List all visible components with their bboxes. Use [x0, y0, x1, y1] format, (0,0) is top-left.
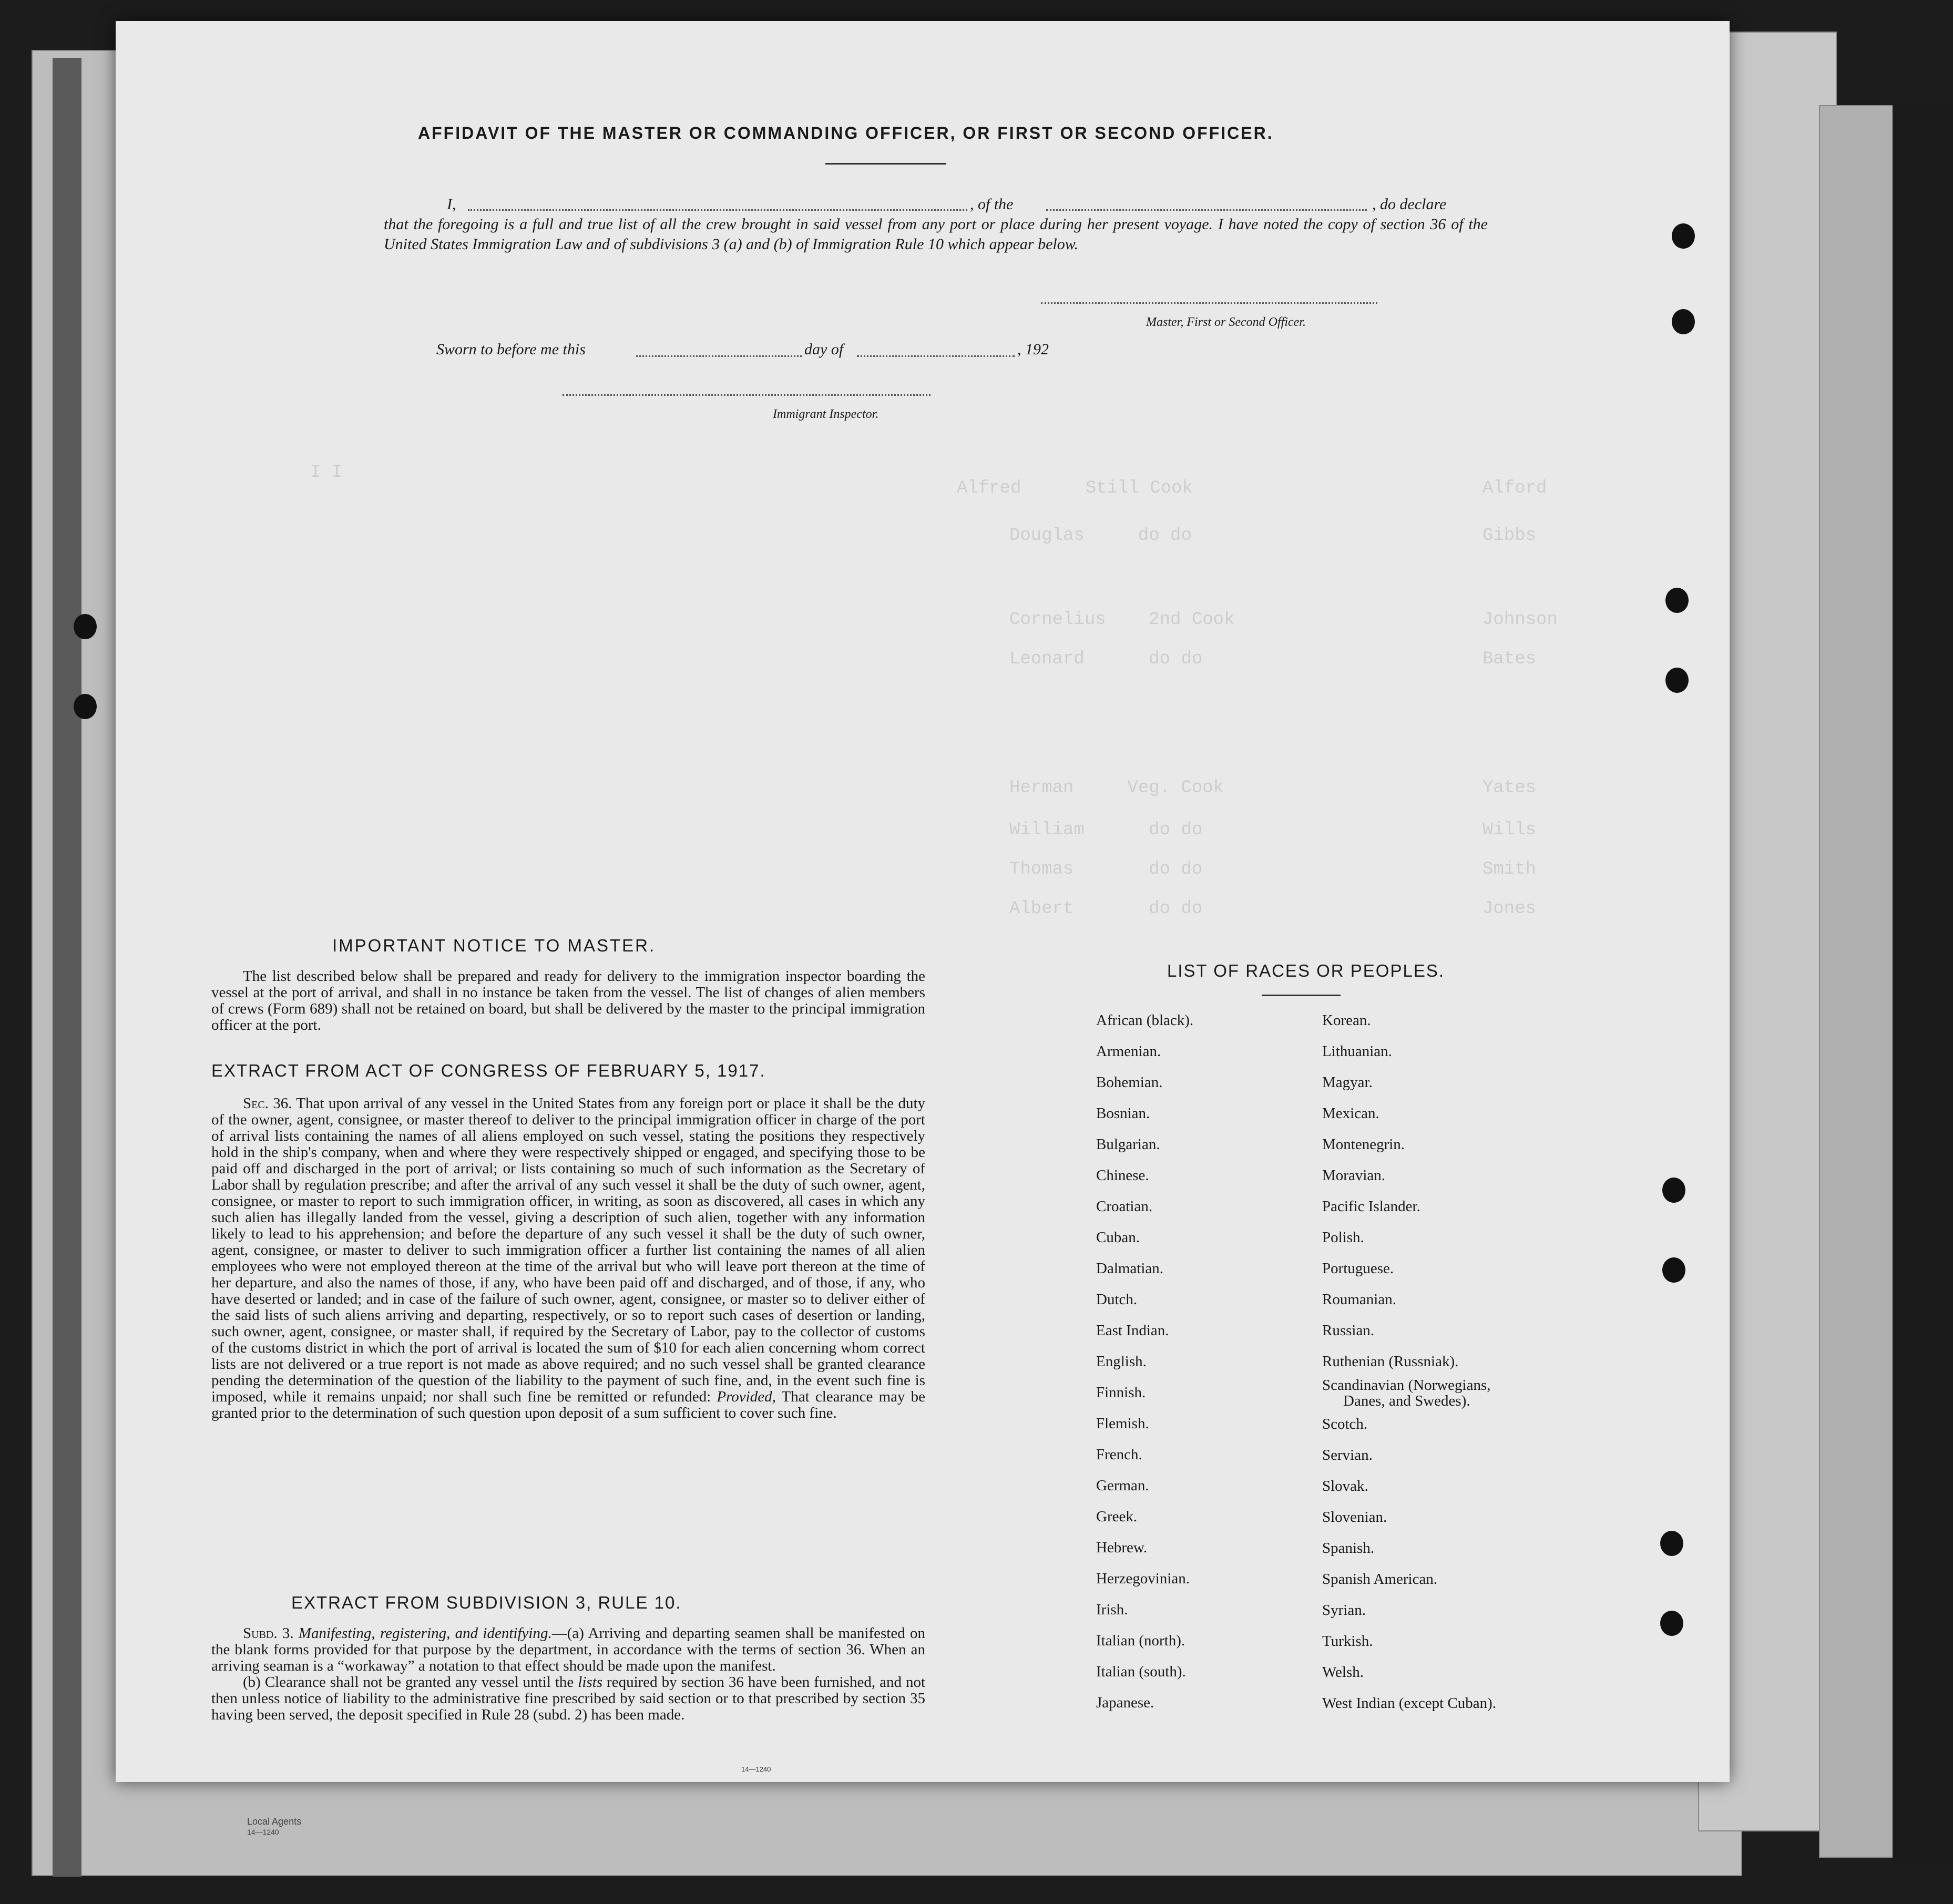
race-item: Italian (north). [1096, 1632, 1185, 1649]
subd-para-b-start: (b) Clearance shall not be granted any vessel until the [243, 1674, 574, 1691]
section-36-text: That upon arrival of any vessel in the United States from any foreign port or place it shall be the duty of the owner, agent, consignee, or master thereof to deliver to the principal immigration officer in charge of the port of arrival lists containing the names of all aliens employed on such vessel, stating the positions they respectively hold in the ship's company, when and where they were respectively shipped or engaged, and specifying those to be paid off and discharged in the port of arrival; or lists containing so much of such information as the Secretary of Labor shall by regulation prescribe; and after the arrival of any such vessel it shall be the duty of such owner, agent, consignee, or master to report to such immigration officer, in writing, as soon as discovered, all cases in which any such alien has illegally landed from the vessel, giving a description of such alien, together with any information likely to lead to his apprehension; and before the departure of any such vessel it shall be the duty of such owner, agent, consignee, or master to deliver to such immigration officer a further list containing the names of all alien employees who were not employed thereon at the time of the arrival but who will leave port thereon at the time of her departure, and also the names of those, if any, who have been paid off and discharged, and of those, if any, who have deserted or landed; and in case of the failure of such owner, agent, consignee, or master so to deliver either of the said lists of such aliens arriving and departing, respectively, or so to report such cases of desertion or landing, such owner, agent, consignee, or master shall, if required by the Secretary of Labor, pay to the collector of customs of the customs district in which the port of arrival is located the sum of $10 for each alien concerning whom correct lists are not delivered or a true report is not made as above required; and no such vessel shall be granted clearance pending the determination of the question of the liability to the payment of such fine, and, in the event such fine is imposed, while it remains unpaid; nor shall such fine be remitted or refunded: [211, 1095, 925, 1405]
races-title: LIST OF RACES OR PEOPLES. [1167, 961, 1445, 980]
race-item: German. [1096, 1477, 1149, 1494]
affidavit-name-blank[interactable] [468, 197, 967, 211]
race-item: Irish. [1096, 1601, 1128, 1618]
race-item: Turkish. [1322, 1633, 1373, 1650]
race-item: Roumanian. [1322, 1291, 1396, 1308]
race-item: Hebrew. [1096, 1539, 1148, 1556]
right-dark-strip [1893, 105, 1953, 1866]
section-36-end: That clearance may be granted prior to the determination of such question upon deposit of a sum sufficient to cover such fine. [211, 1388, 926, 1421]
race-item: Scotch. [1322, 1416, 1368, 1432]
race-item: Korean. [1322, 1012, 1371, 1029]
bleed-through-text: Douglas do do [1009, 526, 1192, 546]
bleed-through-text: Wills [1482, 820, 1537, 840]
sworn-before-label: Sworn to before me this [436, 341, 586, 358]
rule-extract-title: EXTRACT FROM SUBDIVISION 3, RULE 10. [291, 1593, 682, 1612]
section-label: Sec. 36. [243, 1095, 292, 1112]
race-item: Bosnian. [1096, 1105, 1150, 1122]
race-item: Welsh. [1322, 1664, 1364, 1681]
binder-hole [1665, 668, 1689, 693]
affidavit-i-label: I, [447, 196, 456, 213]
race-item: Danes, and Swedes). [1343, 1393, 1470, 1409]
race-item: Bohemian. [1096, 1074, 1163, 1091]
affidavit-title: AFFIDAVIT OF THE MASTER OR COMMANDING OFFICER, OR FIRST OR SECOND OFFICER. [418, 124, 1274, 142]
bleed-through-text: Cornelius 2nd Cook [1009, 610, 1235, 630]
race-item: French. [1096, 1446, 1142, 1463]
race-item: Magyar. [1322, 1074, 1373, 1091]
master-signature-line[interactable] [1041, 297, 1377, 304]
race-item: Moravian. [1322, 1167, 1385, 1184]
race-item: Mexican. [1322, 1105, 1379, 1122]
race-item: Japanese. [1096, 1694, 1154, 1711]
binder-hole [74, 614, 97, 639]
bleed-through-text: Thomas do do [1009, 859, 1203, 879]
race-item: Chinese. [1096, 1167, 1149, 1184]
race-item: East Indian. [1096, 1322, 1169, 1339]
bleed-through-text: Albert do do [1009, 899, 1203, 919]
subd-para-b-lists: lists [578, 1674, 603, 1691]
race-item: Finnish. [1096, 1384, 1146, 1401]
bleed-through-text: Bates [1482, 649, 1537, 669]
races-right-column [1322, 1005, 1496, 1719]
left-edge-strip [53, 58, 81, 1877]
affidavit-do-declare-label: , do declare [1372, 196, 1447, 213]
race-item: Dalmatian. [1096, 1260, 1164, 1277]
binder-hole [1672, 223, 1695, 249]
bleed-through-text: I I [310, 463, 343, 483]
manifest-back-page [116, 21, 1730, 1782]
races-left-column [1096, 1005, 1193, 1718]
bleed-through-text: Herman Veg. Cook [1009, 778, 1224, 798]
race-item: Croatian. [1096, 1198, 1153, 1215]
race-item: Lithuanian. [1322, 1043, 1392, 1060]
affidavit-divider [825, 163, 946, 165]
race-item: English. [1096, 1353, 1147, 1370]
race-item: Flemish. [1096, 1415, 1149, 1432]
subd-para-b-rest: required by section 36 have been furnished, and not then unless notice of liability to the administrative fine prescribed by said section or to that prescribed by section 35 having been served, the deposit specified in Rule 28 (subd. 2) has been made. [211, 1674, 926, 1723]
race-item: Scandinavian (Norwegians, [1322, 1377, 1491, 1394]
race-item: Italian (south). [1096, 1663, 1186, 1680]
sworn-month-blank[interactable] [857, 343, 1015, 357]
binder-hole [1672, 309, 1695, 334]
race-item: Dutch. [1096, 1291, 1138, 1308]
binder-hole [1665, 588, 1689, 613]
notice-body: The list described below shall be prepared and ready for delivery to the immigration inspector boarding the vessel at the port of arrival, and shall in no instance be taken from the vessel. The list of changes of alien members of crews (Form 689) shall not be retained on board, but shall be delivered by the master to the principal immigration officer at the port. [211, 968, 925, 1033]
binder-hole [74, 694, 97, 719]
race-item: Slovenian. [1322, 1509, 1387, 1526]
act-extract-body [211, 1096, 925, 1421]
year-label: , 192 [1017, 341, 1049, 358]
race-item: Servian. [1322, 1447, 1373, 1463]
bleed-through-text: Smith [1482, 859, 1537, 879]
race-item: Armenian. [1096, 1043, 1161, 1060]
under-sheet-far-right [1819, 105, 1895, 1858]
notice-title: IMPORTANT NOTICE TO MASTER. [332, 936, 656, 955]
race-item: Cuban. [1096, 1229, 1140, 1246]
sworn-day-blank[interactable] [636, 343, 802, 357]
bleed-through-text: Leonard do do [1009, 649, 1203, 669]
bleed-through-text: William do do [1009, 820, 1203, 840]
race-item: Spanish American. [1322, 1571, 1438, 1588]
sworn-line [436, 341, 1172, 362]
race-item: Syrian. [1322, 1602, 1366, 1619]
race-item: Bulgarian. [1096, 1136, 1160, 1153]
binder-hole [1662, 1257, 1685, 1283]
race-item: Spanish. [1322, 1540, 1375, 1557]
act-extract-title: EXTRACT FROM ACT OF CONGRESS OF FEBRUARY 5, 1917. [211, 1061, 766, 1080]
binder-hole [1660, 1611, 1683, 1636]
bleed-through-text: Jones [1482, 899, 1537, 919]
race-item: Pacific Islander. [1322, 1198, 1420, 1215]
race-item: Ruthenian (Russniak). [1322, 1353, 1459, 1370]
bleed-through-text: Alfred Still Cook [957, 478, 1193, 498]
day-of-label: day of [804, 341, 844, 358]
affidavit-of-the-label: , of the [970, 196, 1014, 213]
rule-extract-body [211, 1625, 925, 1723]
bleed-through-text: Johnson [1482, 610, 1558, 630]
form-number: 14—1240 [741, 1765, 771, 1773]
subd-para-a: —(a) Arriving and departing seamen shall be manifested on the blank forms provided for that purpose by the department, in accordance with the terms of section 36. When an arriving seaman is a “workaway” a notation to that effect should be made upon the manifest. [211, 1625, 925, 1674]
binder-hole [1660, 1531, 1683, 1556]
race-item: Portuguese. [1322, 1260, 1394, 1277]
bleed-through-text: Yates [1482, 778, 1537, 798]
subd-label: Subd. 3. [243, 1625, 294, 1642]
master-signature-label: Master, First or Second Officer. [1146, 315, 1306, 329]
affidavit-vessel-blank[interactable] [1046, 197, 1367, 211]
binder-hole [1662, 1178, 1685, 1203]
affidavit-declaration [384, 195, 1488, 254]
race-item: Slovak. [1322, 1478, 1368, 1494]
races-divider [1262, 995, 1341, 996]
provided-word: Provided, [717, 1388, 776, 1405]
race-item: Polish. [1322, 1229, 1364, 1246]
inspector-signature-line[interactable] [563, 389, 931, 396]
race-item: Montenegrin. [1322, 1136, 1405, 1153]
race-item: African (black). [1096, 1012, 1194, 1029]
race-item: Greek. [1096, 1508, 1138, 1525]
race-item: Russian. [1322, 1322, 1375, 1339]
under-sheet-footer: Local Agents 14—1240 [247, 1816, 302, 1836]
bleed-through-text: Gibbs [1482, 526, 1537, 546]
race-item: West Indian (except Cuban). [1322, 1695, 1497, 1712]
affidavit-body: that the foregoing is a full and true list of all the crew brought in said vessel from any port or place during her present voyage. I have noted the copy of section 36 of the United States Immigration Law and of subdivisions 3 (a) and (b) of Immigration Rule 10 which appear below. [384, 216, 1488, 253]
bleed-through-text: Alford [1482, 478, 1547, 498]
race-item: Herzegovinian. [1096, 1570, 1190, 1587]
subd-heading: Manifesting, registering, and identifying. [298, 1625, 552, 1642]
inspector-signature-label: Immigrant Inspector. [773, 407, 879, 421]
